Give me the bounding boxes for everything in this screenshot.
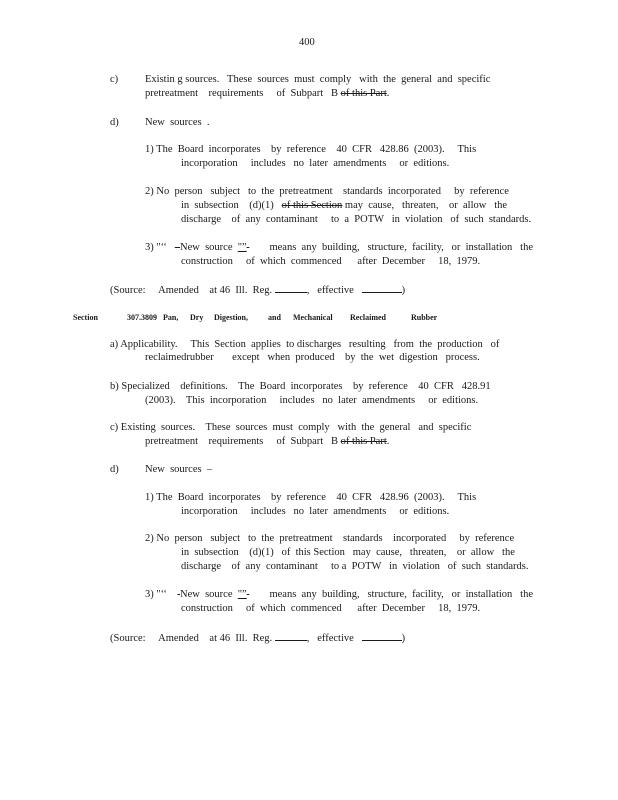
- blank-line: [362, 282, 402, 293]
- item-a-line2: reclaimedrubber except when produced by the wet digestion process.: [145, 352, 480, 363]
- item-d1-line1: 1) The Board incorporates by reference 40 CFR 428.86 (2003). This: [145, 144, 477, 155]
- source-note: (Source: Amended at 46 Ill. Reg. , effective ): [110, 282, 405, 298]
- struck-text: of this Part: [340, 436, 387, 447]
- struck-text: of this Part: [340, 88, 387, 99]
- item-c-line1: Existin g sources. These sources must comply with the general and specific: [145, 74, 491, 85]
- struck-text: of this Section: [281, 200, 343, 211]
- section-title-word: Digestion,: [214, 313, 248, 322]
- blank-line: [275, 630, 307, 641]
- item-d-text: New sources .: [145, 117, 210, 128]
- item-d2-line1: 2) No person subject to the pretreatment standards incorporated by reference: [145, 186, 509, 197]
- item-d-label: d): [110, 464, 119, 475]
- item-c-line2: [145, 87, 389, 101]
- blank-line: [362, 630, 402, 641]
- d3-definition: means any building, structure, facility, or installation the: [269, 589, 533, 600]
- item-d3-line2: construction of which commenced after December 18, 1979.: [181, 603, 481, 614]
- item-b-line1: b) Specialized definitions. The Board incorporates by reference 40 CFR 428.91: [110, 381, 491, 392]
- struck-dash: [247, 589, 250, 600]
- term-new-source: New source: [180, 242, 233, 253]
- item-d2-line2: in subsection (d)(1) of this Section may cause, threaten, or allow the: [181, 547, 515, 558]
- section-number: 307.3809: [127, 313, 157, 322]
- item-c-text: pretreatment requirements of Subpart B: [145, 88, 339, 99]
- item-c-line1: c) Existing sources. These sources must comply with the general and specific: [110, 422, 472, 433]
- item-d3-line1: [145, 241, 533, 255]
- d2-text-a: in subsection (d)(1): [181, 200, 274, 211]
- item-d-text: New sources –: [145, 464, 213, 475]
- item-b-line2: (2003). This incorporation includes no later amendments or editions.: [145, 395, 479, 406]
- quote-close: "”: [237, 242, 247, 253]
- period: .: [386, 88, 390, 99]
- item-c-line2: [145, 435, 389, 449]
- effective-label: effective: [317, 633, 354, 644]
- item-d3-line1: [145, 588, 533, 602]
- source-note: (Source: Amended at 46 Ill. Reg. , effective ): [110, 630, 405, 646]
- item-d3-line2: construction of which commenced after December 18, 1979.: [181, 256, 481, 267]
- item-c-text: pretreatment requirements of Subpart B: [145, 436, 339, 447]
- term-new-source: New source: [180, 589, 233, 600]
- d3-definition: means any building, structure, facility, or installation the: [269, 242, 533, 253]
- item-c-label: c): [110, 74, 119, 85]
- source-text: (Source: Amended at 46 Ill. Reg.: [110, 633, 273, 644]
- quote-marks: 3) "‘‘: [145, 242, 167, 253]
- period: .: [386, 436, 390, 447]
- section-title-word: Dry: [190, 313, 204, 322]
- quote-close: "”: [237, 589, 247, 600]
- blank-line: [275, 282, 307, 293]
- section-title-word: Mechanical: [293, 313, 333, 322]
- section-title-word: and: [268, 313, 281, 322]
- item-d2-line3: discharge of any contaminant to a POTW in violation of such standards.: [181, 214, 532, 225]
- section-title-word: Pan,: [163, 313, 179, 322]
- struck-dash: [247, 242, 250, 253]
- item-d2-line2: [181, 199, 507, 213]
- section-label: Section: [73, 313, 98, 322]
- quote-marks: 3) "‘‘: [145, 589, 167, 600]
- item-a-line1: a) Applicability. This Section applies to discharges resulting from the production of: [110, 339, 500, 350]
- item-d-label: d): [110, 117, 119, 128]
- source-text: (Source: Amended at 46 Ill. Reg.: [110, 285, 273, 296]
- section-title-word: Rubber: [411, 313, 438, 322]
- section-title-word: Reclaimed: [350, 313, 386, 322]
- item-d1-line2: incorporation includes no later amendments or editions.: [181, 158, 450, 169]
- item-d1-line2: incorporation includes no later amendments or editions.: [181, 506, 450, 517]
- d2-text-c: may cause, threaten, or allow the: [344, 200, 508, 211]
- effective-label: effective: [317, 285, 354, 296]
- item-d2-line1: 2) No person subject to the pretreatment standards incorporated by reference: [145, 533, 515, 544]
- item-d1-line1: 1) The Board incorporates by reference 40 CFR 428.96 (2003). This: [145, 492, 477, 503]
- page-number: 400: [299, 37, 315, 48]
- item-d2-line3: discharge of any contaminant to a POTW in violation of such standards.: [181, 561, 529, 572]
